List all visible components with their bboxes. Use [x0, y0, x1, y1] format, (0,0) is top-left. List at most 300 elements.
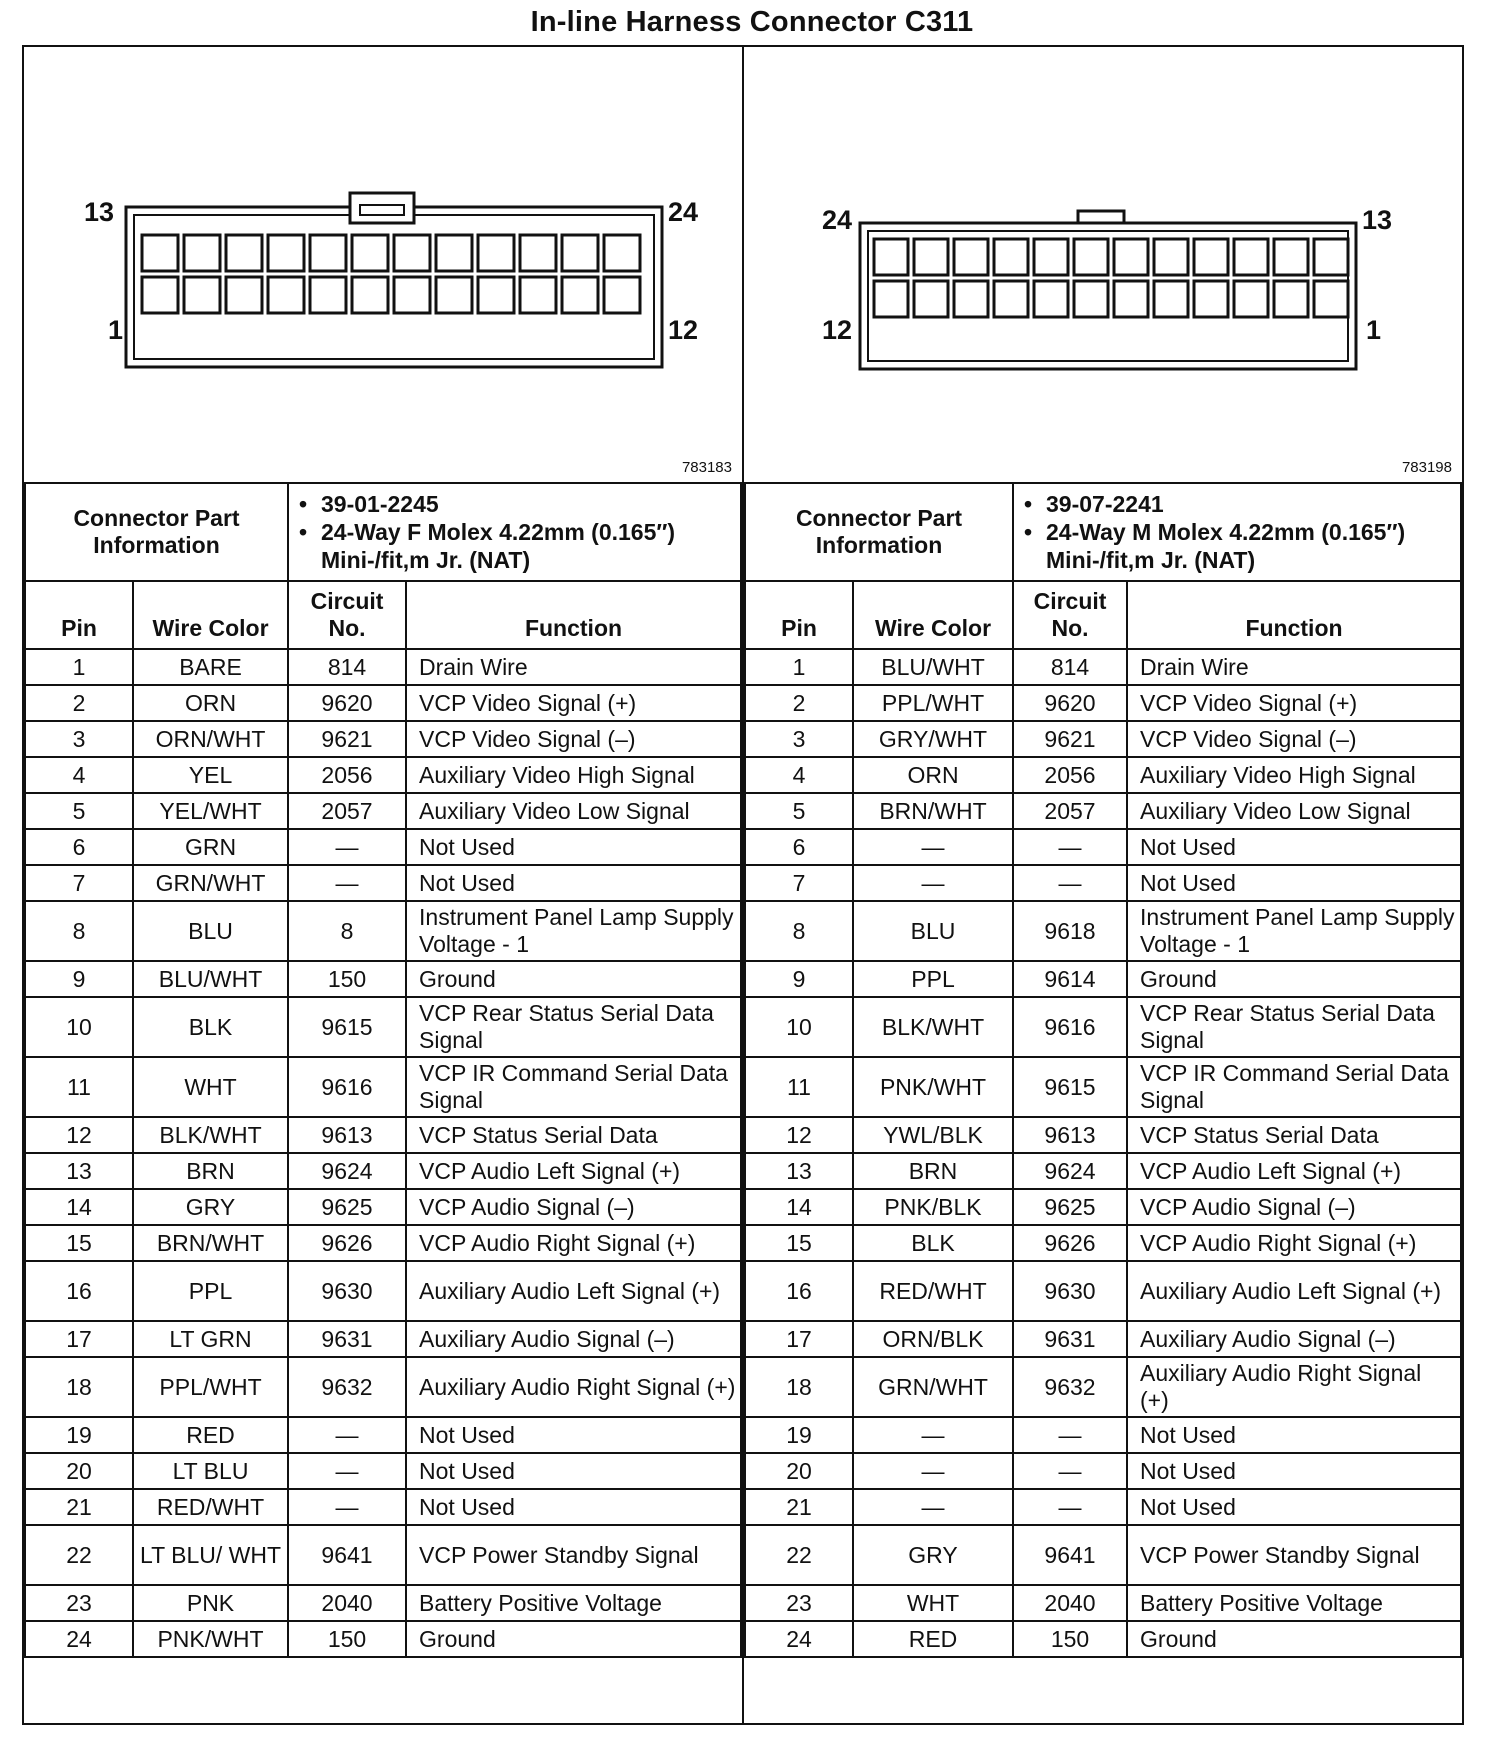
wire-color-cell: ORN — [133, 685, 288, 721]
pin-cell: 24 — [25, 1621, 133, 1657]
pin-label-top-right: 24 — [668, 197, 699, 227]
pin-cavity — [184, 235, 220, 271]
wire-color-cell: RED — [853, 1621, 1013, 1657]
male-pinout-table — [744, 482, 1462, 1658]
wire-color-cell: GRN/WHT — [133, 865, 288, 901]
circuit-cell: — — [288, 865, 406, 901]
function-cell: Not Used — [1127, 829, 1461, 865]
wire-color-cell: BRN/WHT — [853, 793, 1013, 829]
wire-color-cell: GRN — [133, 829, 288, 865]
function-cell: VCP Audio Left Signal (+) — [1127, 1153, 1461, 1189]
diagram-reference-number: 783198 — [1401, 459, 1452, 476]
wire-color-cell: YWL/BLK — [853, 1117, 1013, 1153]
circuit-cell: 9625 — [288, 1189, 406, 1225]
table-row — [25, 793, 741, 829]
function-cell: VCP Video Signal (–) — [406, 721, 741, 757]
circuit-cell: 2040 — [1013, 1585, 1127, 1621]
table-row — [745, 1321, 1461, 1357]
pin-cavity — [310, 277, 346, 313]
circuit-cell: 814 — [288, 649, 406, 685]
wire-color-cell: BLK — [853, 1225, 1013, 1261]
table-row — [25, 829, 741, 865]
circuit-cell: 9621 — [1013, 721, 1127, 757]
table-row — [25, 961, 741, 997]
function-cell: Auxiliary Audio Right Signal (+) — [1127, 1357, 1461, 1417]
wire-color-cell: GRY/WHT — [853, 721, 1013, 757]
pin-label-bottom-left: 1 — [108, 315, 124, 345]
pin-cell: 24 — [745, 1621, 853, 1657]
pin-cell: 14 — [745, 1189, 853, 1225]
wire-color-cell: PPL/WHT — [853, 685, 1013, 721]
circuit-header: Circuit No. — [288, 581, 406, 649]
pin-cell: 7 — [25, 865, 133, 901]
function-cell: VCP Audio Right Signal (+) — [406, 1225, 741, 1261]
pin-cavity — [1234, 239, 1268, 275]
female-connector-drawing — [24, 47, 742, 482]
circuit-cell: 8 — [288, 901, 406, 961]
wire-color-cell: PNK/BLK — [853, 1189, 1013, 1225]
function-cell: Ground — [406, 961, 741, 997]
table-header — [745, 581, 1461, 649]
circuit-cell: — — [1013, 865, 1127, 901]
pin-label-bottom-right: 12 — [668, 315, 699, 345]
function-cell: Auxiliary Audio Left Signal (+) — [1127, 1261, 1461, 1321]
wire-color-cell: GRY — [853, 1525, 1013, 1585]
table-row — [25, 1585, 741, 1621]
circuit-cell: 9613 — [288, 1117, 406, 1153]
pin-cavity — [436, 277, 472, 313]
wire-color-cell: BLK — [133, 997, 288, 1057]
table-row — [745, 961, 1461, 997]
circuit-cell: 9613 — [1013, 1117, 1127, 1153]
table-row — [745, 997, 1461, 1057]
pin-cavity — [914, 239, 948, 275]
function-cell: Not Used — [1127, 1489, 1461, 1525]
pin-cavity — [1114, 281, 1148, 317]
function-cell: Not Used — [1127, 1453, 1461, 1489]
pin-cell: 6 — [745, 829, 853, 865]
female-connector-diagram — [24, 47, 742, 482]
male-connector-diagram — [744, 47, 1462, 482]
pin-cell: 19 — [745, 1417, 853, 1453]
wire-color-cell: PPL — [133, 1261, 288, 1321]
pin-cavity — [520, 277, 556, 313]
pin-cavity — [1114, 239, 1148, 275]
pin-cell: 12 — [745, 1117, 853, 1153]
pin-cell: 10 — [25, 997, 133, 1057]
function-cell: Not Used — [1127, 1417, 1461, 1453]
circuit-cell: — — [288, 1417, 406, 1453]
pin-label-top-left: 13 — [84, 197, 115, 227]
wire-color-cell: BLK/WHT — [133, 1117, 288, 1153]
table-row — [25, 721, 741, 757]
pin-cell: 16 — [25, 1261, 133, 1321]
function-cell: VCP Audio Signal (–) — [1127, 1189, 1461, 1225]
table-row — [745, 1417, 1461, 1453]
pin-cavity — [478, 277, 514, 313]
pin-cell: 1 — [25, 649, 133, 685]
function-cell: Not Used — [406, 865, 741, 901]
pin-cavity — [1234, 281, 1268, 317]
pin-cell: 9 — [25, 961, 133, 997]
pin-cavity — [1034, 281, 1068, 317]
pin-cell: 3 — [745, 721, 853, 757]
table-row — [25, 1453, 741, 1489]
part-number: • 39-01-2245 — [299, 491, 439, 517]
table-header — [25, 581, 741, 649]
wire-color-cell: LT BLU — [133, 1453, 288, 1489]
pin-cavity — [1274, 239, 1308, 275]
pin-cavity — [1034, 239, 1068, 275]
function-cell: Not Used — [1127, 865, 1461, 901]
pin-cell: 6 — [25, 829, 133, 865]
wire-color-cell: — — [853, 865, 1013, 901]
wire-color-cell: — — [853, 1489, 1013, 1525]
wire-color-cell: PPL/WHT — [133, 1357, 288, 1417]
part-number: • 39-07-2241 — [1024, 491, 1164, 517]
pin-cell: 1 — [745, 649, 853, 685]
table-row — [25, 1357, 741, 1417]
table-row — [745, 649, 1461, 685]
pin-cell: 3 — [25, 721, 133, 757]
circuit-cell: 9621 — [288, 721, 406, 757]
pin-cell: 13 — [745, 1153, 853, 1189]
table-row — [25, 1153, 741, 1189]
wire-color-cell: RED — [133, 1417, 288, 1453]
circuit-cell: 9641 — [288, 1525, 406, 1585]
table-row — [25, 649, 741, 685]
pin-cavity — [268, 235, 304, 271]
function-cell: Battery Positive Voltage — [406, 1585, 741, 1621]
part-info-values — [1013, 483, 1461, 581]
table-row — [745, 1153, 1461, 1189]
pin-cell: 13 — [25, 1153, 133, 1189]
circuit-cell: 9624 — [1013, 1153, 1127, 1189]
circuit-cell: 9616 — [288, 1057, 406, 1117]
circuit-cell: — — [1013, 1417, 1127, 1453]
function-cell: Drain Wire — [1127, 649, 1461, 685]
function-cell: VCP Audio Left Signal (+) — [406, 1153, 741, 1189]
circuit-cell: — — [1013, 1453, 1127, 1489]
table-row — [25, 865, 741, 901]
pin-label-top-right: 13 — [1362, 205, 1393, 235]
pin-cavity — [352, 277, 388, 313]
wire-color-cell: — — [853, 1453, 1013, 1489]
function-cell: VCP IR Command Serial Data Signal — [406, 1057, 741, 1117]
table-row — [745, 1261, 1461, 1321]
pin-cell: 2 — [25, 685, 133, 721]
pin-cavity — [1154, 281, 1188, 317]
pin-cavity — [562, 277, 598, 313]
pin-cavity — [478, 235, 514, 271]
table-row — [745, 1357, 1461, 1417]
circuit-cell: 2057 — [1013, 793, 1127, 829]
pin-cavity — [604, 277, 640, 313]
pin-cavity — [914, 281, 948, 317]
circuit-cell: 9615 — [288, 997, 406, 1057]
table-row — [745, 757, 1461, 793]
function-cell: Ground — [406, 1621, 741, 1657]
part-description: • 24-Way M Molex 4.22mm (0.165″) Mini-/fit,m Jr. (NAT) — [1024, 519, 1406, 573]
function-cell: VCP Rear Status Serial Data Signal — [406, 997, 741, 1057]
table-row — [25, 1621, 741, 1657]
pin-cell: 7 — [745, 865, 853, 901]
table-row — [745, 829, 1461, 865]
table-row — [25, 1321, 741, 1357]
function-cell: VCP Rear Status Serial Data Signal — [1127, 997, 1461, 1057]
center-divider — [742, 47, 744, 1723]
pin-cavity — [184, 277, 220, 313]
pin-cavity — [352, 235, 388, 271]
circuit-cell: 9616 — [1013, 997, 1127, 1057]
pin-cavity — [1074, 239, 1108, 275]
pin-cavity — [142, 277, 178, 313]
wire-color-cell: YEL/WHT — [133, 793, 288, 829]
circuit-cell: 9630 — [288, 1261, 406, 1321]
function-cell: Auxiliary Video High Signal — [406, 757, 741, 793]
pin-label-bottom-left: 12 — [822, 315, 853, 345]
wire-color-cell: WHT — [853, 1585, 1013, 1621]
circuit-cell: — — [288, 1489, 406, 1525]
pin-cell: 5 — [745, 793, 853, 829]
circuit-cell: 9632 — [1013, 1357, 1127, 1417]
function-cell: VCP Video Signal (–) — [1127, 721, 1461, 757]
wire-color-cell: BLU — [853, 901, 1013, 961]
wire-color-cell: — — [853, 829, 1013, 865]
function-header: Function — [406, 581, 741, 649]
table-row — [25, 1261, 741, 1321]
function-cell: VCP Power Standby Signal — [1127, 1525, 1461, 1585]
pin-cavity — [520, 235, 556, 271]
part-info-row — [745, 483, 1461, 581]
pin-cavity — [994, 239, 1028, 275]
pin-label-top-left: 24 — [822, 205, 853, 235]
circuit-cell: — — [288, 829, 406, 865]
circuit-cell: 2057 — [288, 793, 406, 829]
pin-cell: 18 — [745, 1357, 853, 1417]
function-cell: VCP Audio Right Signal (+) — [1127, 1225, 1461, 1261]
circuit-header: Circuit No. — [1013, 581, 1127, 649]
wire-color-cell: LT BLU/ WHT — [133, 1525, 288, 1585]
table-row — [25, 757, 741, 793]
connector-sheet — [22, 45, 1464, 1725]
circuit-cell: 9626 — [288, 1225, 406, 1261]
female-pinout-table — [24, 482, 742, 1658]
pin-cell: 19 — [25, 1417, 133, 1453]
circuit-cell: — — [1013, 829, 1127, 865]
pin-cavity — [226, 235, 262, 271]
pin-cavity — [874, 281, 908, 317]
pin-header: Pin — [745, 581, 853, 649]
pin-cavity — [604, 235, 640, 271]
pin-cell: 11 — [25, 1057, 133, 1117]
circuit-cell: 9630 — [1013, 1261, 1127, 1321]
part-info-label: Connector Part Information — [745, 483, 1013, 581]
function-cell: VCP Video Signal (+) — [1127, 685, 1461, 721]
table-row — [745, 865, 1461, 901]
pin-cell: 12 — [25, 1117, 133, 1153]
circuit-cell: 9620 — [288, 685, 406, 721]
function-cell: VCP Status Serial Data — [406, 1117, 741, 1153]
wire-color-cell: BRN — [133, 1153, 288, 1189]
wire-color-cell: BLU/WHT — [853, 649, 1013, 685]
pin-cavity — [310, 235, 346, 271]
table-row — [25, 1417, 741, 1453]
circuit-cell: 9641 — [1013, 1525, 1127, 1585]
pin-cavity — [1194, 281, 1228, 317]
wire-color-cell: ORN/WHT — [133, 721, 288, 757]
function-header: Function — [1127, 581, 1461, 649]
pin-cavity — [994, 281, 1028, 317]
circuit-cell: 9624 — [288, 1153, 406, 1189]
part-description: • 24-Way F Molex 4.22mm (0.165″) Mini-/fit,m Jr. (NAT) — [299, 519, 676, 573]
table-row — [25, 901, 741, 961]
circuit-cell: — — [288, 1453, 406, 1489]
function-cell: Auxiliary Video High Signal — [1127, 757, 1461, 793]
circuit-cell: 9618 — [1013, 901, 1127, 961]
pin-cell: 15 — [745, 1225, 853, 1261]
pin-cavity — [1154, 239, 1188, 275]
pin-header: Pin — [25, 581, 133, 649]
pin-cavity — [142, 235, 178, 271]
pin-cell: 16 — [745, 1261, 853, 1321]
pin-cell: 8 — [745, 901, 853, 961]
wire-color-cell: — — [853, 1417, 1013, 1453]
pin-cell: 2 — [745, 685, 853, 721]
table-row — [25, 685, 741, 721]
wire-color-cell: BRN — [853, 1153, 1013, 1189]
function-cell: Auxiliary Audio Signal (–) — [406, 1321, 741, 1357]
circuit-cell: 9620 — [1013, 685, 1127, 721]
pin-label-bottom-right: 1 — [1366, 315, 1382, 345]
wire-color-cell: GRY — [133, 1189, 288, 1225]
table-row — [25, 1189, 741, 1225]
wire-color-cell: RED/WHT — [133, 1489, 288, 1525]
wire-color-cell: BRN/WHT — [133, 1225, 288, 1261]
pin-cell: 5 — [25, 793, 133, 829]
table-row — [25, 1117, 741, 1153]
pin-cavity — [1074, 281, 1108, 317]
circuit-cell: 9632 — [288, 1357, 406, 1417]
function-cell: Auxiliary Audio Left Signal (+) — [406, 1261, 741, 1321]
pin-cell: 4 — [745, 757, 853, 793]
pin-cell: 9 — [745, 961, 853, 997]
pin-cavity — [394, 235, 430, 271]
circuit-cell: 9626 — [1013, 1225, 1127, 1261]
part-info-row — [25, 483, 741, 581]
pin-cavity — [1274, 281, 1308, 317]
wire-color-cell: GRN/WHT — [853, 1357, 1013, 1417]
pin-cell: 8 — [25, 901, 133, 961]
function-cell: Not Used — [406, 829, 741, 865]
function-cell: Auxiliary Audio Signal (–) — [1127, 1321, 1461, 1357]
pin-cell: 4 — [25, 757, 133, 793]
pin-cavity — [1314, 239, 1348, 275]
function-cell: Ground — [1127, 1621, 1461, 1657]
pin-cell: 23 — [25, 1585, 133, 1621]
wire-color-cell: WHT — [133, 1057, 288, 1117]
function-cell: Drain Wire — [406, 649, 741, 685]
table-row — [745, 721, 1461, 757]
table-row — [745, 1189, 1461, 1225]
table-row — [745, 1453, 1461, 1489]
function-cell: Auxiliary Audio Right Signal (+) — [406, 1357, 741, 1417]
table-row — [25, 1525, 741, 1585]
wire-color-cell: RED/WHT — [853, 1261, 1013, 1321]
pin-cell: 11 — [745, 1057, 853, 1117]
table-row — [745, 1621, 1461, 1657]
wire-color-cell: PNK — [133, 1585, 288, 1621]
table-row — [745, 1489, 1461, 1525]
table-row — [745, 1585, 1461, 1621]
function-cell: VCP Audio Signal (–) — [406, 1189, 741, 1225]
table-row — [745, 901, 1461, 961]
pin-cell: 15 — [25, 1225, 133, 1261]
wire-color-cell: BARE — [133, 649, 288, 685]
circuit-cell: 9614 — [1013, 961, 1127, 997]
pin-cell: 14 — [25, 1189, 133, 1225]
function-cell: Not Used — [406, 1489, 741, 1525]
pin-cell: 22 — [745, 1525, 853, 1585]
circuit-cell: — — [1013, 1489, 1127, 1525]
pin-cavity — [954, 239, 988, 275]
pin-cavity — [562, 235, 598, 271]
wire-color-cell: BLU/WHT — [133, 961, 288, 997]
male-connector-drawing — [744, 47, 1462, 482]
table-row — [25, 1225, 741, 1261]
table-row — [25, 1489, 741, 1525]
wire-color-header: Wire Color — [853, 581, 1013, 649]
circuit-cell: 9631 — [1013, 1321, 1127, 1357]
table-row — [745, 1117, 1461, 1153]
pin-cell: 18 — [25, 1357, 133, 1417]
pin-cell: 21 — [745, 1489, 853, 1525]
circuit-cell: 2040 — [288, 1585, 406, 1621]
wire-color-cell: PPL — [853, 961, 1013, 997]
wire-color-cell: LT GRN — [133, 1321, 288, 1357]
circuit-cell: 2056 — [288, 757, 406, 793]
pin-cell: 17 — [745, 1321, 853, 1357]
wire-color-cell: BLK/WHT — [853, 997, 1013, 1057]
table-row — [25, 997, 741, 1057]
function-cell: Instrument Panel Lamp Supply Voltage - 1 — [1127, 901, 1461, 961]
function-cell: Auxiliary Video Low Signal — [406, 793, 741, 829]
pin-cavity — [874, 239, 908, 275]
pin-cell: 23 — [745, 1585, 853, 1621]
pin-cell: 22 — [25, 1525, 133, 1585]
function-cell: Battery Positive Voltage — [1127, 1585, 1461, 1621]
function-cell: Instrument Panel Lamp Supply Voltage - 1 — [406, 901, 741, 961]
wire-color-header: Wire Color — [133, 581, 288, 649]
pin-cell: 21 — [25, 1489, 133, 1525]
part-info-label: Connector Part Information — [25, 483, 288, 581]
pin-cell: 17 — [25, 1321, 133, 1357]
function-cell: Not Used — [406, 1417, 741, 1453]
circuit-cell: 150 — [1013, 1621, 1127, 1657]
page-title: In-line Harness Connector C311 — [530, 6, 974, 38]
pin-cavity — [394, 277, 430, 313]
function-cell: VCP IR Command Serial Data Signal — [1127, 1057, 1461, 1117]
table-row — [745, 1525, 1461, 1585]
circuit-cell: 150 — [288, 1621, 406, 1657]
wire-color-cell: PNK/WHT — [133, 1621, 288, 1657]
table-row — [25, 1057, 741, 1117]
function-cell: Ground — [1127, 961, 1461, 997]
table-row — [745, 793, 1461, 829]
circuit-cell: 9625 — [1013, 1189, 1127, 1225]
pin-cavity — [1194, 239, 1228, 275]
wire-color-cell: ORN — [853, 757, 1013, 793]
